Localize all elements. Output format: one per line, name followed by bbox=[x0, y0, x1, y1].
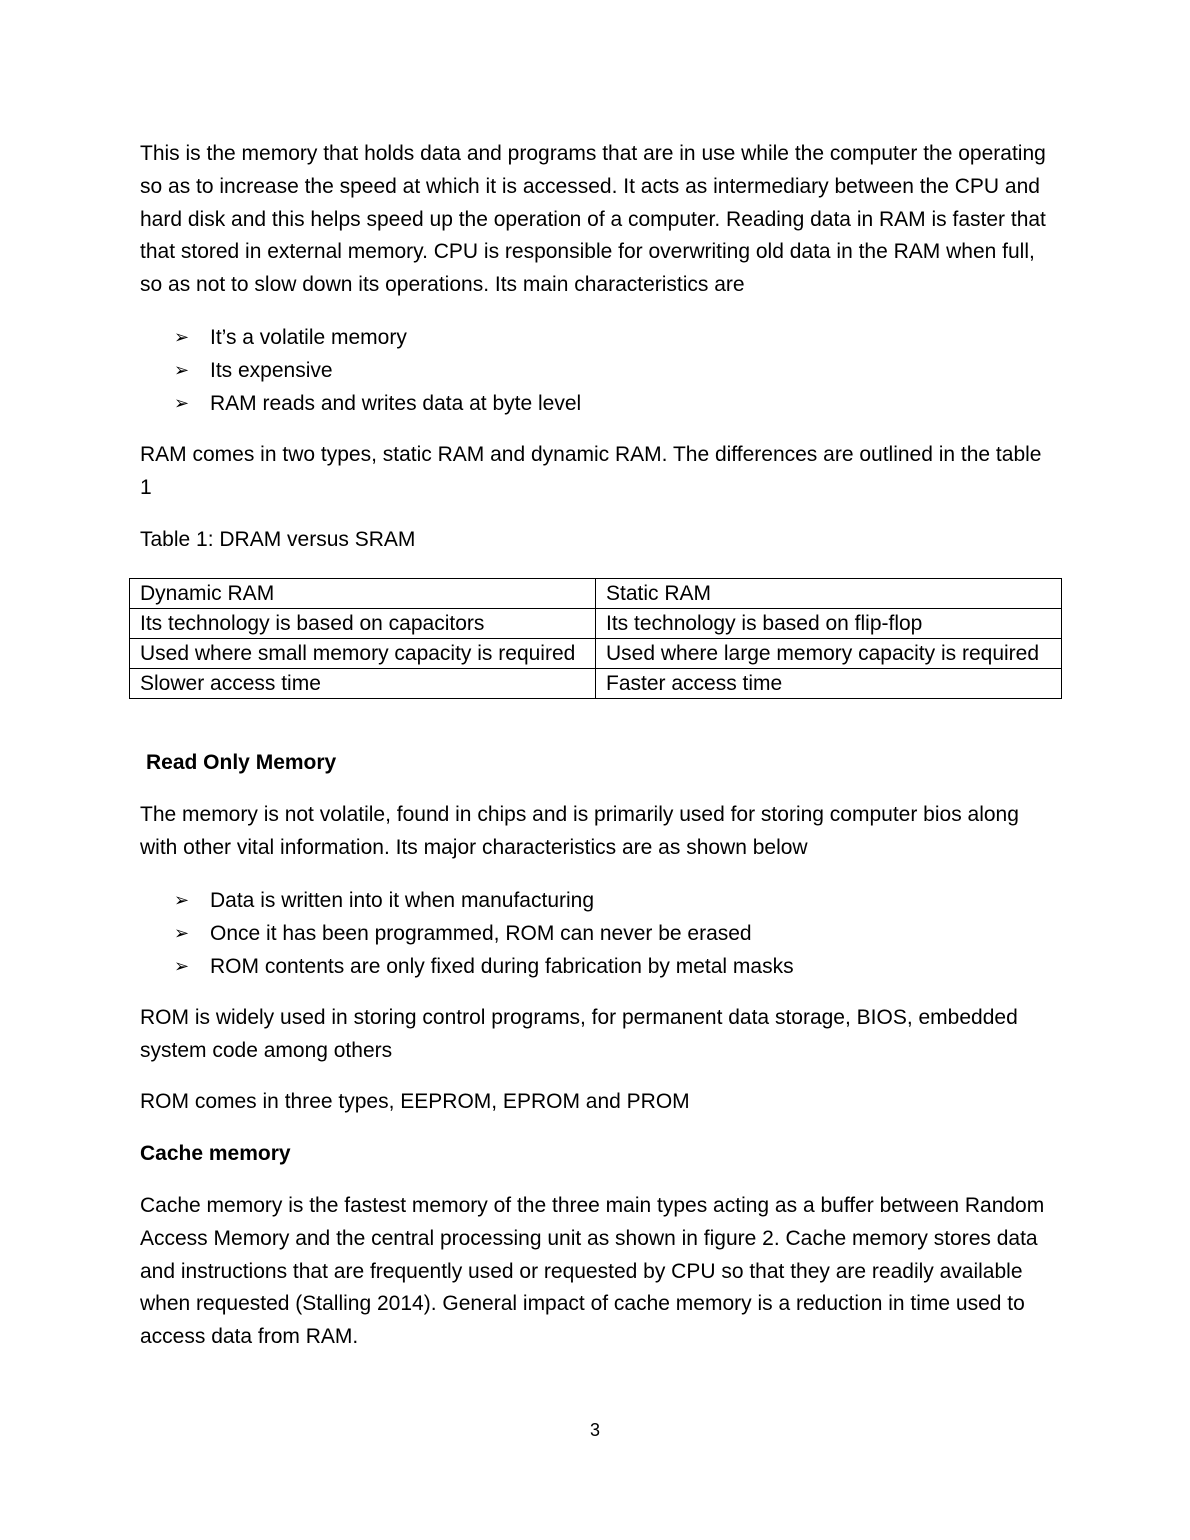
list-item bbox=[140, 321, 1055, 354]
table-row bbox=[130, 609, 1062, 639]
ram-types-paragraph: RAM comes in two types, static RAM and dynamic RAM. The differences are outlined in the table 1 bbox=[140, 442, 1042, 499]
arrowhead-bullet-icon: ➢ bbox=[174, 392, 190, 414]
table-cell: Static RAM bbox=[596, 579, 1062, 609]
table-cell: Faster access time bbox=[596, 669, 1062, 699]
rom-usage-paragraph: ROM is widely used in storing control programs, for permanent data storage, BIOS, embedded system code among others bbox=[140, 1005, 1018, 1062]
list-item-text: Once it has been programmed, ROM can never be erased bbox=[210, 921, 752, 945]
table-row bbox=[130, 579, 1062, 609]
list-item-text: RAM reads and writes data at byte level bbox=[210, 391, 582, 415]
page-content bbox=[140, 138, 1055, 1373]
list-item bbox=[140, 917, 1055, 950]
cache-heading: Cache memory bbox=[140, 1142, 291, 1166]
list-item bbox=[140, 387, 1055, 420]
arrowhead-bullet-icon: ➢ bbox=[174, 955, 190, 977]
arrowhead-bullet-icon: ➢ bbox=[174, 326, 190, 348]
table-row bbox=[130, 639, 1062, 669]
table-cell: Its technology is based on capacitors bbox=[130, 609, 596, 639]
list-item bbox=[140, 884, 1055, 917]
rom-heading: Read Only Memory bbox=[146, 751, 337, 775]
list-item bbox=[140, 950, 1055, 983]
table-caption: Table 1: DRAM versus SRAM bbox=[140, 527, 416, 551]
ram-characteristics-list bbox=[140, 321, 1055, 420]
table-cell: Its technology is based on flip-flop bbox=[596, 609, 1062, 639]
list-item-text: Data is written into it when manufacturing bbox=[210, 888, 595, 912]
table-cell: Used where small memory capacity is required bbox=[130, 639, 596, 669]
table-cell: Slower access time bbox=[130, 669, 596, 699]
arrowhead-bullet-icon: ➢ bbox=[174, 889, 190, 911]
rom-types-paragraph: ROM comes in three types, EEPROM, EPROM and PROM bbox=[140, 1090, 690, 1114]
rom-characteristics-list bbox=[140, 884, 1055, 983]
list-item bbox=[140, 354, 1055, 387]
table-row bbox=[130, 669, 1062, 699]
dram-sram-table bbox=[129, 578, 1062, 699]
cache-body-paragraph: Cache memory is the fastest memory of the three main types acting as a buffer between Random Access Memory and the central processing unit as shown in figure 2. Cache memory stores data and instructions that are frequently used or requested by CPU so that they are readily available when requested (Stalling 2014). General impact of cache memory is a reduction in time used to access data from RAM. bbox=[140, 1193, 1045, 1349]
table-cell: Used where large memory capacity is required bbox=[596, 639, 1062, 669]
arrowhead-bullet-icon: ➢ bbox=[174, 359, 190, 381]
list-item-text: Its expensive bbox=[210, 358, 333, 382]
list-item-text: ROM contents are only fixed during fabrication by metal masks bbox=[210, 954, 794, 978]
page-number: 3 bbox=[589, 1420, 600, 1440]
arrowhead-bullet-icon: ➢ bbox=[174, 922, 190, 944]
table-cell: Dynamic RAM bbox=[130, 579, 596, 609]
rom-intro-paragraph: The memory is not volatile, found in chips and is primarily used for storing computer bios along with other vital information. Its major characteristics are as shown below bbox=[140, 803, 1019, 859]
list-item-text: It’s a volatile memory bbox=[210, 325, 407, 349]
ram-intro-paragraph: This is the memory that holds data and programs that are in use while the computer the operating so as to increase the speed at which it is accessed. It acts as intermediary between the CPU and hard disk and this helps speed up the operation of a computer. Reading data in RAM is faster that that stored in external memory. CPU is responsible for overwriting old data in the RAM when full, so as not to slow down its operations. Its main characteristics are bbox=[140, 142, 1046, 297]
